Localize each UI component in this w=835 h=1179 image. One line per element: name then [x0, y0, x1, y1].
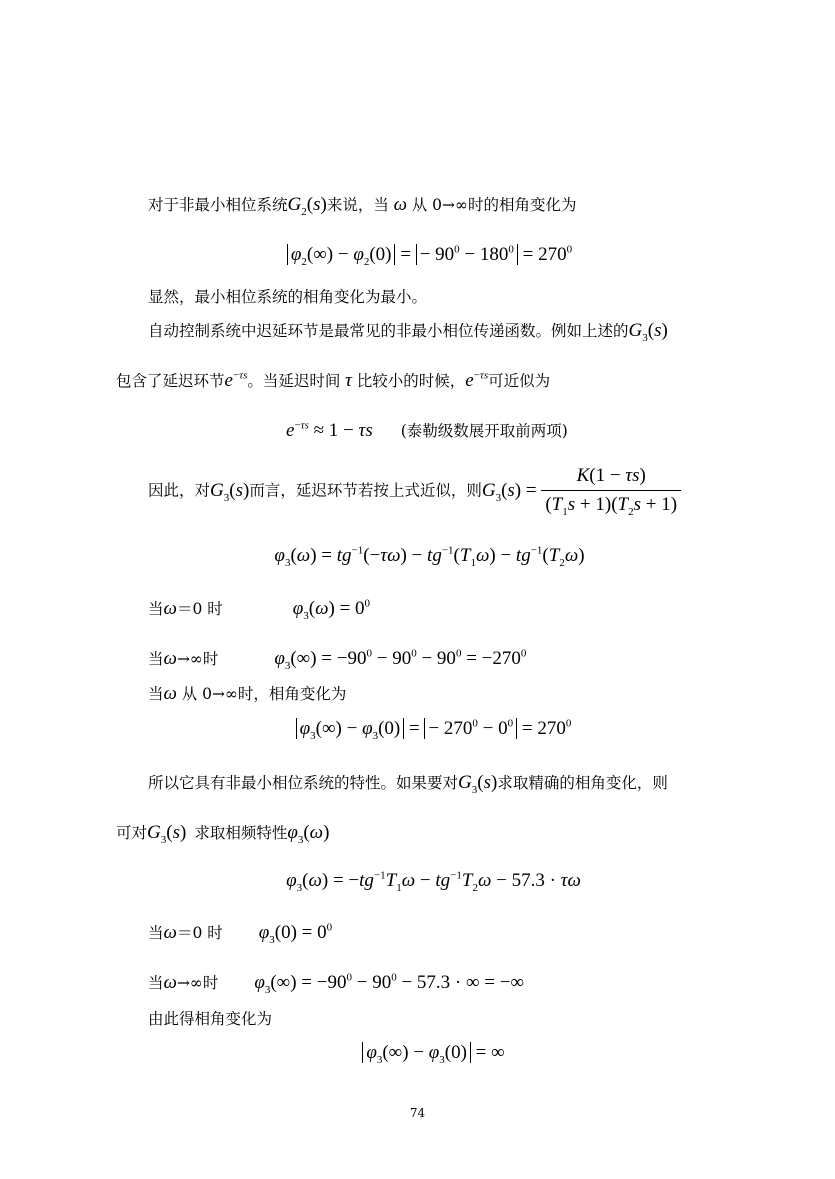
- text-line-4: 包含了延迟环节$e^{-\tau s}$。当延迟时间 τ 比较小的时候，$e^{-\tau s}$可近似为: [116, 369, 551, 391]
- text-line-6: 所以它具有非最小相位系统的特性。如果要对$G_3(s)$求取精确的相角变化，则: [148, 772, 668, 796]
- transfer-function-fraction: $\frac{K(1 - \tau s)}{(T_1s + 1)(T_2s + 1)}$: [541, 463, 681, 518]
- text-line-3: 自动控制系统中迟延环节是最常见的非最小相位传递函数。例如上述的$G_3(s)$: [148, 320, 668, 344]
- text-phase-change-line: 当ω 从 0→∞时，相角变化为: [148, 683, 347, 704]
- equation-phase-change-g3: $\varphi_3(\infty) - \varphi_3(0)$ = − $270^0 - 0^0 = 270^0$: [16, 718, 835, 740]
- equation-taylor-approx: $e^{-\tau s} \approx 1 - \tau s$ (泰勒级数展开取前两项): [286, 419, 568, 441]
- page-number: 74: [409, 1106, 426, 1120]
- text-line-5: 因此，对$G_3(s)$而言，延迟环节若按上式近似，则$G_3(s)$ = $\frac{K(1 - \tau s)}{(T_1s + 1)(T_2s + 1)}$: [148, 463, 681, 518]
- equation-phi3: $\varphi_3(\omega) = tg^{-1}(-\tau\omega) - tg^{-1}(T_1\omega) - tg^{-1}(T_2\omega)$: [274, 544, 585, 569]
- text-line-2: 显然，最小相位系统的相角变化为最小。: [148, 288, 428, 306]
- equation-phi3-exact: $\varphi_3(\omega) = -tg^{-1}T_1\omega - tg^{-1}T_2\omega - 57.3 \cdot \tau\omega$: [286, 869, 581, 894]
- text-line-8: 由此得相角变化为: [148, 1010, 273, 1028]
- text-when-inf-2: 当ω→∞时 $\varphi_3(\infty) = -90^0 - 90^0 - 57.3$ · ∞ = −∞: [148, 971, 525, 996]
- text-line-1: 对于非最小相位系统$G_2(s)$来说，当 ω 从 0→∞时的相角变化为: [148, 194, 577, 218]
- equation-phase-change-final: $\varphi_3(\infty) - \varphi_3(0)$ = ∞: [16, 1042, 835, 1064]
- text-when-inf-1: 当ω→∞时 $\varphi_3(\infty) = -90^0 - 90^0 - 90^0 = -270^0$: [148, 647, 527, 672]
- equation-phase-change-g2: $\varphi_2(\infty) - \varphi_2(0)$ = − $90^0 - 180^0 = 270^0$: [12, 244, 835, 266]
- text-when-zero-1: 当ω＝0 时 $\varphi_3(\omega) = 0^0$: [148, 597, 371, 622]
- text-line-7: 可对$G_3(s)$ 求取相频特性$\varphi_3(\omega)$: [116, 822, 330, 846]
- text-when-zero-2: 当ω＝0 时 $\varphi_3(0) = 0^0$: [148, 921, 333, 946]
